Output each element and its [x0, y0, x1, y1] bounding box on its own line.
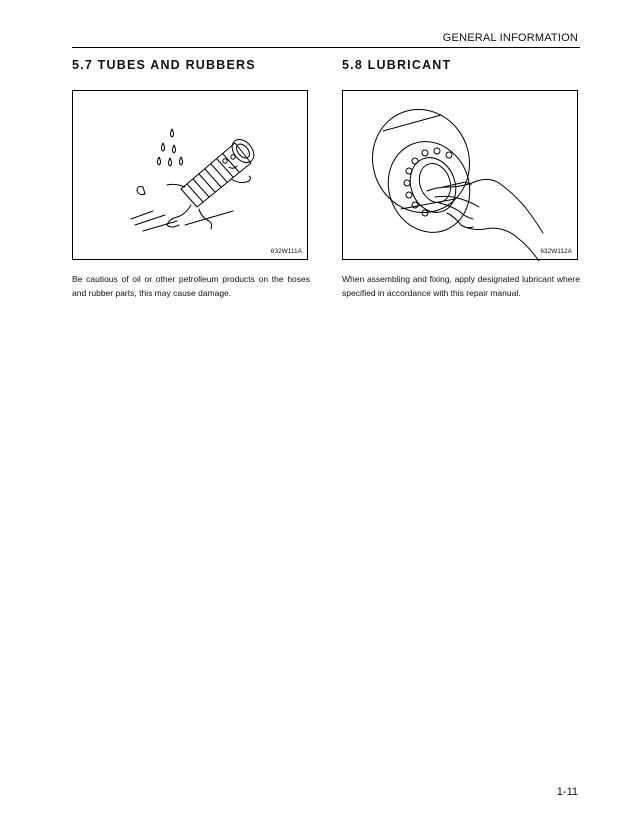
figure-lubricant: [342, 90, 578, 260]
section-lubricant: [342, 58, 582, 298]
section-body: Be cautious of oil or other petrolleum products on the hoses and rubber parts, this may cause damage.: [72, 274, 310, 298]
bearing-rollers: [404, 148, 452, 216]
section-body: When assembling and fixing, apply designated lubricant where specified in accordance with this repair manual.: [342, 274, 580, 298]
figure-tubes-rubbers: [72, 90, 308, 260]
figure-code: 632W112A: [540, 248, 572, 255]
header-rule: [72, 47, 580, 48]
bearing-lubrication-illustration: [343, 91, 579, 261]
running-header: GENERAL INFORMATION: [442, 32, 578, 44]
section-title: 5.8 LUBRICANT: [342, 58, 452, 72]
section-tubes-rubbers: [72, 58, 312, 298]
figure-code: 632W111A: [270, 248, 302, 255]
section-title: 5.7 TUBES AND RUBBERS: [72, 58, 256, 72]
oil-drops: [158, 129, 183, 166]
rubber-hose-illustration: [73, 91, 309, 261]
page-number: 1-11: [556, 786, 578, 798]
